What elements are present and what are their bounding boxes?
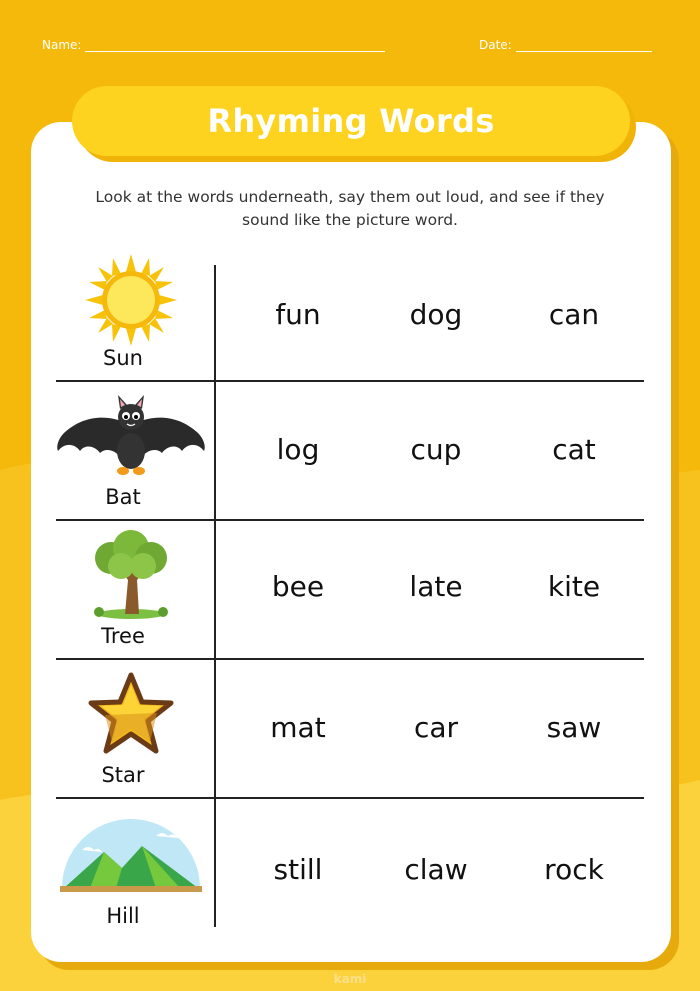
name-label: Name:: [42, 38, 82, 52]
row-label: Tree: [101, 624, 145, 648]
date-line[interactable]: [516, 39, 652, 52]
row-label: Bat: [105, 485, 141, 509]
word-option: cat: [552, 433, 596, 466]
hill-icon: [56, 816, 206, 894]
title-banner: [72, 86, 630, 156]
word-option: dog: [409, 298, 463, 331]
word-option: late: [409, 570, 463, 603]
word-option: cup: [410, 433, 462, 466]
word-option: mat: [270, 711, 326, 744]
instructions: Look at the words underneath, say them out loud, and see if they sound like the picture word.: [95, 188, 605, 229]
row-hill: [56, 798, 644, 928]
row-bat: [56, 381, 644, 520]
star-icon: [56, 671, 206, 759]
bat-icon: [56, 395, 206, 479]
name-line[interactable]: [85, 39, 385, 52]
row-sun: [56, 248, 644, 381]
header: [0, 38, 700, 58]
word-option: saw: [546, 711, 602, 744]
row-label: Star: [101, 763, 145, 787]
row-label: Hill: [106, 904, 140, 928]
sun-icon: [56, 254, 206, 346]
row-tree: [56, 520, 644, 659]
word-option: log: [276, 433, 320, 466]
word-option: car: [413, 711, 459, 744]
page-title: Rhyming Words: [207, 102, 495, 140]
date-field[interactable]: [479, 38, 652, 52]
word-option: rock: [544, 853, 604, 886]
word-option: still: [273, 853, 323, 886]
word-option: bee: [271, 570, 325, 603]
word-option: can: [548, 298, 600, 331]
name-field[interactable]: [42, 38, 385, 52]
date-label: Date:: [479, 38, 512, 52]
word-option: claw: [404, 853, 468, 886]
kami-watermark: kami: [333, 972, 367, 986]
row-label: Sun: [103, 346, 143, 370]
tree-icon: [56, 528, 206, 620]
word-option: fun: [275, 298, 321, 331]
word-option: kite: [547, 570, 601, 603]
row-star: [56, 659, 644, 798]
